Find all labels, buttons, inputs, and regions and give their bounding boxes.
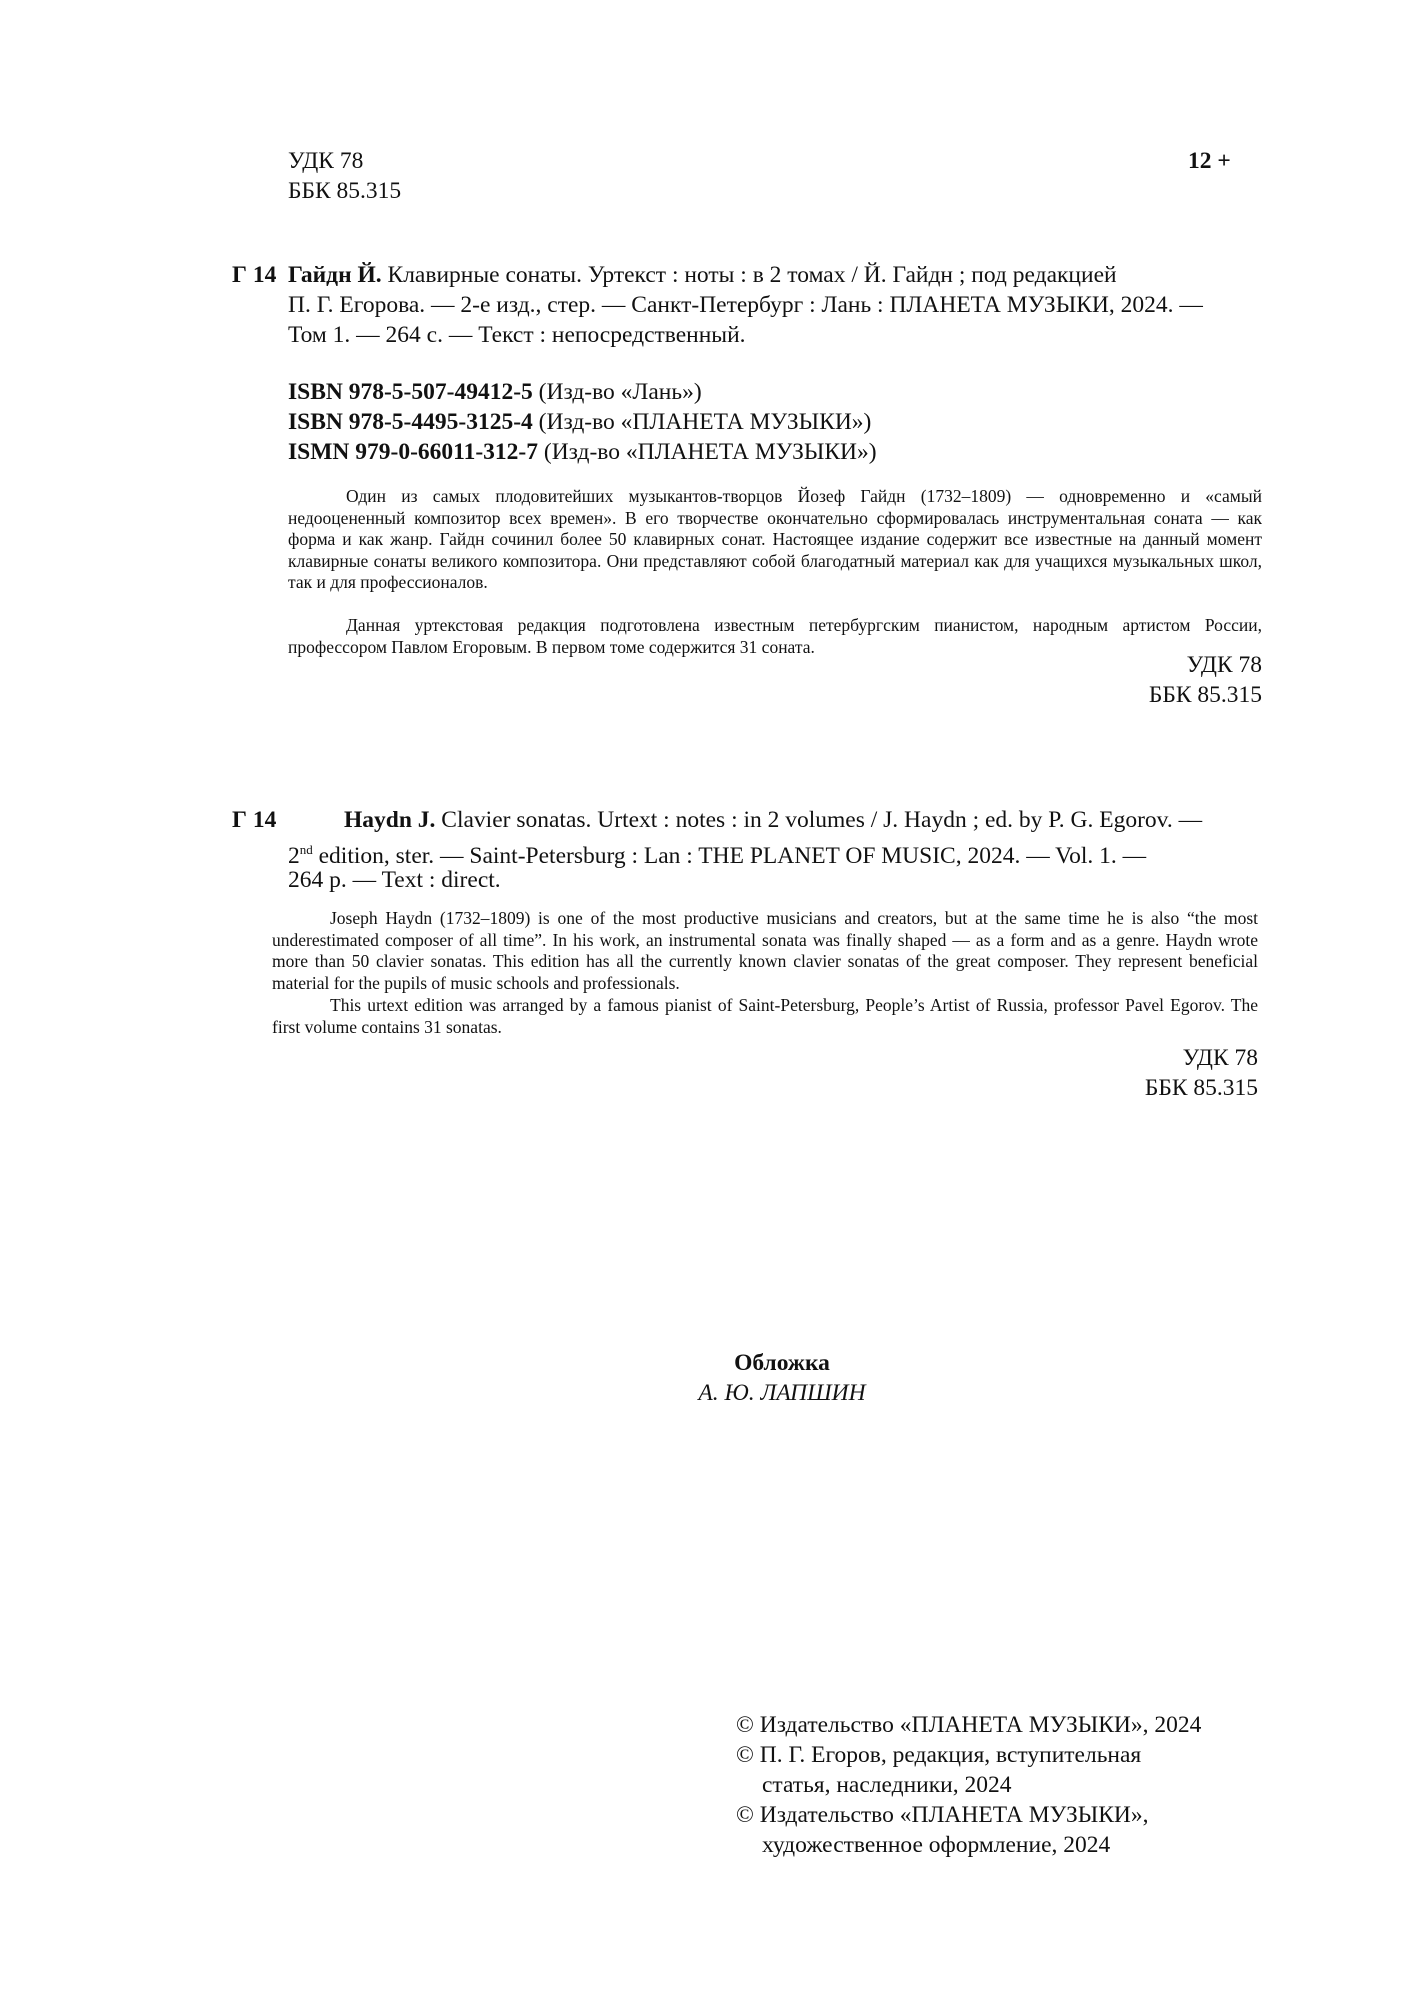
cover-label: Обложка — [734, 1350, 830, 1376]
en-record-author: Haydn J. — [344, 807, 436, 833]
copyright-line-2: © П. Г. Егоров, редакция, вступительная — [736, 1742, 1142, 1768]
en-abstract-bbk: ББК 85.315 — [1144, 1075, 1258, 1101]
en-abstract-udk: УДК 78 — [1182, 1045, 1258, 1071]
isbn-planeta-number: ISBN 978-5-4495-3125-4 — [288, 409, 533, 435]
ismn-planeta-publisher: (Изд-во «ПЛАНЕТА МУЗЫКИ») — [543, 439, 877, 465]
copyright-line-1: © Издательство «ПЛАНЕТА МУЗЫКИ», 2024 — [736, 1712, 1202, 1738]
en-edition-number: 2 — [288, 842, 300, 869]
copyright-line-4: © Издательство «ПЛАНЕТА МУЗЫКИ», — [736, 1802, 1149, 1828]
en-abstract-p1: Joseph Haydn (1732–1809) is one of the most productive musicians and creators, but at the same time he is also “the most underestimated composer of all time”. In his work, an instrumental sonata was finally shaped — as a form and as a genre. Haydn wrote more than 50 clavier sonatas. This edition has all the currently known clavier sonatas of the great composer. They represent beneficial material for the pupils of music schools and professionals. — [272, 908, 1258, 993]
en-record-line1 — [288, 805, 1262, 835]
copyright-block — [736, 1710, 1201, 1860]
header-udk: УДК 78 — [288, 148, 364, 174]
en-edition-details: edition, ster. — Saint-Petersburg : Lan : THE PLANET OF MUSIC, 2024. — Vol. 1. — — [312, 842, 1147, 869]
en-record-title: Clavier sonatas. Urtext : notes : in 2 volumes / J. Haydn ; ed. by P. G. Egorov. — — [441, 807, 1203, 833]
en-abstract-p2: This urtext edition was arranged by a famous pianist of Saint-Petersburg, People’s Artist of Russia, professor Pavel Egorov. The first volume contains 31 sonatas. — [272, 995, 1258, 1037]
ru-abstract-p2: Данная уртекстовая редакция подготовлена известным петербургским пианистом, народным артистом России, профессором Павлом Егоровым. В первом томе содержится 31 соната. — [288, 615, 1262, 657]
copyright-line-5: художественное оформление, 2024 — [762, 1832, 1111, 1858]
ru-abstract-udk: УДК 78 — [1186, 652, 1262, 678]
isbn-planeta — [288, 407, 871, 437]
isbn-lan-number: ISBN 978-5-507-49412-5 — [288, 379, 533, 405]
en-edition-ordinal: nd — [299, 842, 313, 857]
ru-record-title: Клавирные сонаты. Уртекст : ноты : в 2 томах / Й. Гайдн ; под редакцией — [387, 262, 1117, 288]
ru-record-line2: П. Г. Егорова. — 2-е изд., стер. — Санкт-Петербург : Лань : ПЛАНЕТА МУЗЫКИ, 2024. — — [288, 292, 1203, 318]
ismn-planeta-number: ISMN 979-0-66011-312-7 — [288, 439, 538, 465]
age-rating: 12 + — [1188, 148, 1231, 174]
ru-record-line1 — [288, 260, 1262, 290]
ru-record-code: Г 14 — [232, 262, 277, 288]
isbn-planeta-publisher: (Изд-во «ПЛАНЕТА МУЗЫКИ») — [538, 409, 872, 435]
isbn-lan-publisher: (Изд-во «Лань») — [538, 379, 702, 405]
ru-abstract-p1: Один из самых плодовитейших музыкантов-творцов Йозеф Гайдн (1732–1809) — одновременно и «самый недооцененный композитор всех времен». В его творчестве окончательно сформировалась инструментальная соната — как форма и как жанр. Гайдн сочинил более 50 клавирных сонат. Настоящее издание содержит все известные на данный момент клавирные сонаты великого композитора. Они представляют собой благодатный материал как для учащихся музыкальных школ, так и для профессионалов. — [288, 486, 1262, 592]
ru-abstract-bbk: ББК 85.315 — [1148, 682, 1262, 708]
en-record-line3: 264 p. — Text : direct. — [288, 867, 501, 893]
copyright-line-3: статья, наследники, 2024 — [762, 1772, 1012, 1798]
cover-designer: А. Ю. ЛАПШИН — [698, 1380, 866, 1406]
ismn-planeta — [288, 437, 877, 467]
en-record-code: Г 14 — [232, 807, 277, 833]
ru-record-author: Гайдн Й. — [288, 262, 382, 288]
ru-record-line3: Том 1. — 264 с. — Текст : непосредственный. — [288, 322, 746, 348]
isbn-lan — [288, 377, 702, 407]
header-bbk: ББК 85.315 — [288, 178, 402, 204]
